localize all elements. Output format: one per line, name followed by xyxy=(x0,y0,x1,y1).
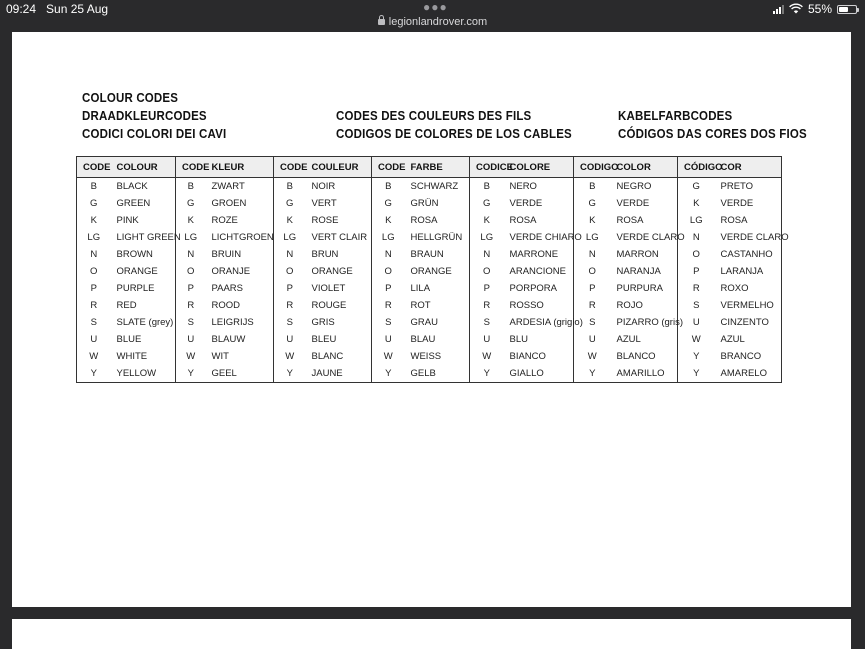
colour-code-cell: G xyxy=(384,198,392,209)
colour-name-cell: PURPLE xyxy=(111,280,176,297)
colour-codes-table xyxy=(76,156,789,383)
colour-code-cell: P xyxy=(483,283,490,294)
colour-code-cell: Y xyxy=(470,365,504,383)
table-row xyxy=(77,297,782,314)
colour-name-cell: ROJO xyxy=(611,297,678,314)
colour-code-cell: B xyxy=(589,181,596,192)
colour-name-cell: VERDE CHIARO xyxy=(504,229,574,246)
colour-code-cell: U xyxy=(77,331,111,348)
colour-name-cell: ROSA xyxy=(611,212,678,229)
colour-name-cell: GIALLO xyxy=(504,365,574,383)
colour-name-cell: GREEN xyxy=(111,195,176,212)
colour-code-cell: O xyxy=(77,263,111,280)
colour-code-cell: Y xyxy=(372,365,405,383)
next-page xyxy=(12,619,851,649)
column-header-colour: KLEUR xyxy=(206,157,274,178)
colour-code-cell: LG xyxy=(283,232,297,243)
colour-code-cell: U xyxy=(483,334,491,345)
colour-code-cell: N xyxy=(77,246,111,263)
colour-code-cell: LG xyxy=(184,232,198,243)
table-row xyxy=(77,195,782,212)
colour-code-cell: LG xyxy=(689,215,703,226)
colour-name-cell: PINK xyxy=(111,212,176,229)
colour-name-cell: LARANJA xyxy=(715,263,782,280)
colour-name-cell: BRAUN xyxy=(405,246,470,263)
colour-name-cell: VERDE CLARO xyxy=(715,229,782,246)
colour-code-cell: K xyxy=(286,215,293,226)
colour-code-cell: R xyxy=(483,300,491,311)
colour-name-cell: GRAU xyxy=(405,314,470,331)
colour-name-cell: BLAU xyxy=(405,331,470,348)
column-header-code: CÓDIGO xyxy=(678,157,715,178)
colour-code-cell: R xyxy=(286,300,294,311)
colour-name-cell: NOIR xyxy=(306,178,372,196)
colour-code-cell: R xyxy=(692,283,700,294)
colour-name-cell: AMARELO xyxy=(715,365,782,383)
status-time: 09:24 xyxy=(6,2,37,16)
colour-code-cell: LG xyxy=(585,232,599,243)
colour-name-cell: ROZE xyxy=(206,212,274,229)
colour-name-cell: MARRONE xyxy=(504,246,574,263)
colour-name-cell: ROT xyxy=(405,297,470,314)
colour-name-cell: BROWN xyxy=(111,246,176,263)
column-header-colour: COLOR xyxy=(611,157,678,178)
signal-icon xyxy=(773,5,784,14)
address-bar[interactable] xyxy=(0,16,865,28)
colour-name-cell: GROEN xyxy=(206,195,274,212)
table-row xyxy=(77,178,782,196)
colour-name-cell: BLU xyxy=(504,331,574,348)
table-row xyxy=(77,365,782,383)
colour-name-cell: ROSA xyxy=(405,212,470,229)
colour-code-cell: G xyxy=(483,198,491,209)
colour-name-cell: BLUE xyxy=(111,331,176,348)
column-header-code: CODE xyxy=(176,157,206,178)
column-header-colour: COLORE xyxy=(504,157,574,178)
colour-name-cell: ORANGE xyxy=(405,263,470,280)
colour-name-cell: JAUNE xyxy=(306,365,372,383)
colour-code-cell: B xyxy=(483,181,490,192)
status-date: Sun 25 Aug xyxy=(46,2,109,16)
colour-code-cell: O xyxy=(384,266,392,277)
colour-name-cell: ROSE xyxy=(306,212,372,229)
colour-name-cell: VERT xyxy=(306,195,372,212)
table-header-row xyxy=(77,157,782,178)
colour-name-cell: ORANJE xyxy=(206,263,274,280)
colour-code-cell: K xyxy=(589,215,596,226)
colour-name-cell: BRUIN xyxy=(206,246,274,263)
colour-code-cell: S xyxy=(693,300,700,311)
colour-name-cell: BRUN xyxy=(306,246,372,263)
colour-name-cell: BLANCO xyxy=(611,348,678,365)
colour-code-cell: S xyxy=(286,317,293,328)
colour-name-cell: NARANJA xyxy=(611,263,678,280)
colour-code-cell: S xyxy=(589,317,596,328)
colour-name-cell: PORPORA xyxy=(504,280,574,297)
heading-kabelfarbcodes: KABELFARBCODES xyxy=(618,109,733,123)
colour-name-cell: VIOLET xyxy=(306,280,372,297)
colour-code-cell: B xyxy=(385,181,392,192)
colour-code-cell: G xyxy=(588,198,596,209)
status-bar xyxy=(0,0,865,32)
colour-name-cell: SLATE (grey) xyxy=(111,314,176,331)
colour-code-cell: G xyxy=(692,181,700,192)
colour-name-cell: SCHWARZ xyxy=(405,178,470,196)
colour-name-cell: BLAUW xyxy=(206,331,274,348)
colour-name-cell: ROUGE xyxy=(306,297,372,314)
column-header-code: CODE xyxy=(372,157,405,178)
colour-code-cell: Y xyxy=(77,365,111,383)
colour-name-cell: CASTANHO xyxy=(715,246,782,263)
colour-code-cell: S xyxy=(483,317,490,328)
colour-code-cell: O xyxy=(692,249,700,260)
wifi-icon xyxy=(789,4,803,14)
colour-name-cell: ARANCIONE xyxy=(504,263,574,280)
table-row xyxy=(77,280,782,297)
colour-code-cell: P xyxy=(385,283,392,294)
colour-code-cell: R xyxy=(77,297,111,314)
colour-code-cell: B xyxy=(77,178,111,196)
status-indicators xyxy=(773,2,857,16)
colour-code-cell: P xyxy=(286,283,293,294)
column-header-colour: COR xyxy=(715,157,782,178)
table-body xyxy=(77,178,789,383)
colour-name-cell: VERDE xyxy=(504,195,574,212)
colour-code-cell: G xyxy=(286,198,294,209)
colour-name-cell: GRÜN xyxy=(405,195,470,212)
colour-code-cell: Y xyxy=(574,365,611,383)
lock-icon xyxy=(378,19,385,25)
colour-name-cell: VERT CLAIR xyxy=(306,229,372,246)
colour-name-cell: WHITE xyxy=(111,348,176,365)
battery-fill xyxy=(839,7,848,12)
colour-name-cell: ROXO xyxy=(715,280,782,297)
colour-name-cell: WEISS xyxy=(405,348,470,365)
colour-name-cell: VERMELHO xyxy=(715,297,782,314)
colour-code-cell: N xyxy=(588,249,596,260)
colour-name-cell: ZWART xyxy=(206,178,274,196)
colour-name-cell: ROSA xyxy=(715,212,782,229)
colour-code-cell: K xyxy=(693,198,700,209)
colour-code-cell: Y xyxy=(176,365,206,383)
colour-code-cell: W xyxy=(691,334,701,345)
colour-code-cell: N xyxy=(187,249,195,260)
colour-name-cell: RED xyxy=(111,297,176,314)
colour-code-cell: W xyxy=(383,351,393,362)
colour-name-cell: LILA xyxy=(405,280,470,297)
colour-code-cell: LG xyxy=(381,232,395,243)
colour-code-cell: S xyxy=(385,317,392,328)
colour-name-cell: LEIGRIJS xyxy=(206,314,274,331)
colour-code-cell: P xyxy=(589,283,596,294)
colour-code-cell: P xyxy=(187,283,194,294)
colour-code-cell: K xyxy=(385,215,392,226)
column-header-colour: FARBE xyxy=(405,157,470,178)
colour-name-cell: VERDE xyxy=(611,195,678,212)
colour-name-cell: ARDESIA (grigio) xyxy=(504,314,574,331)
multitasking-dots-icon[interactable]: ●●● xyxy=(423,0,448,14)
colour-code-cell: U xyxy=(187,334,195,345)
colour-code-cell: Y xyxy=(274,365,306,383)
colour-name-cell: AZUL xyxy=(715,331,782,348)
column-header-colour: COLOUR xyxy=(111,157,176,178)
colour-code-cell: G xyxy=(187,198,195,209)
colour-name-cell: ROSSO xyxy=(504,297,574,314)
colour-code-cell: N xyxy=(286,249,294,260)
colour-name-cell: BLACK xyxy=(111,178,176,196)
colour-code-cell: U xyxy=(286,334,294,345)
colour-code-cell: LG xyxy=(77,229,111,246)
colour-code-cell: O xyxy=(588,266,596,277)
colour-name-cell: MARRON xyxy=(611,246,678,263)
colour-name-cell: PRETO xyxy=(715,178,782,196)
table-row xyxy=(77,212,782,229)
colour-code-cell: P xyxy=(693,266,700,277)
colour-name-cell: BRANCO xyxy=(715,348,782,365)
colour-code-cell: N xyxy=(384,249,392,260)
colour-code-cell: K xyxy=(77,212,111,229)
colour-code-cell: O xyxy=(483,266,491,277)
colour-code-cell: Y xyxy=(678,365,715,383)
colour-name-cell: PAARS xyxy=(206,280,274,297)
colour-name-cell: PURPURA xyxy=(611,280,678,297)
colour-code-cell: LG xyxy=(480,232,494,243)
colour-name-cell: GELB xyxy=(405,365,470,383)
colour-name-cell: ORANGE xyxy=(306,263,372,280)
battery-percent: 55% xyxy=(807,2,832,16)
colour-code-cell: O xyxy=(286,266,294,277)
colour-code-cell: S xyxy=(77,314,111,331)
colour-name-cell: AZUL xyxy=(611,331,678,348)
table-row xyxy=(77,229,782,246)
colour-name-cell: ORANGE xyxy=(111,263,176,280)
colour-code-cell: W xyxy=(77,348,111,365)
colour-name-cell: BIANCO xyxy=(504,348,574,365)
colour-name-cell: ROOD xyxy=(206,297,274,314)
colour-code-cell: Y xyxy=(693,351,700,362)
colour-code-cell: R xyxy=(384,300,392,311)
colour-name-cell: GRIS xyxy=(306,314,372,331)
colour-code-cell: G xyxy=(77,195,111,212)
colour-name-cell: VERDE CLARO xyxy=(611,229,678,246)
table-row xyxy=(77,246,782,263)
colour-name-cell: BLANC xyxy=(306,348,372,365)
colour-name-cell: GEEL xyxy=(206,365,274,383)
column-header-code: CODE xyxy=(274,157,306,178)
table-row xyxy=(77,348,782,365)
colour-code-cell: N xyxy=(692,232,700,243)
battery-icon xyxy=(837,5,857,14)
colour-name-cell: PIZARRO (gris) xyxy=(611,314,678,331)
colour-code-cell: S xyxy=(187,317,194,328)
colour-name-cell: BLEU xyxy=(306,331,372,348)
document-page[interactable] xyxy=(12,32,851,607)
colour-code-cell: W xyxy=(587,351,597,362)
column-header-colour: COULEUR xyxy=(306,157,372,178)
table-row xyxy=(77,263,782,280)
colour-code-cell: R xyxy=(187,300,195,311)
colour-name-cell: NERO xyxy=(504,178,574,196)
colour-code-cell: B xyxy=(286,181,293,192)
colour-name-cell: CINZENTO xyxy=(715,314,782,331)
status-clock xyxy=(6,2,118,16)
colour-name-cell: NEGRO xyxy=(611,178,678,196)
colour-code-cell: N xyxy=(483,249,491,260)
colour-name-cell: HELLGRÜN xyxy=(405,229,470,246)
column-header-code: CODIGO xyxy=(574,157,611,178)
colour-code-cell: K xyxy=(187,215,194,226)
table-row xyxy=(77,331,782,348)
heading-colour-codes: COLOUR CODES xyxy=(82,91,179,105)
colour-name-cell: LIGHT GREEN xyxy=(111,229,176,246)
heading-codici-colori: CODICI COLORI DEI CAVI xyxy=(82,127,227,141)
colour-code-cell: K xyxy=(483,215,490,226)
table-row xyxy=(77,314,782,331)
url-text: legionlandrover.com xyxy=(388,16,488,28)
heading-codigos-cores: CÓDIGOS DAS CORES DOS FIOS xyxy=(618,127,807,141)
colour-name-cell: YELLOW xyxy=(111,365,176,383)
colour-code-cell: W xyxy=(285,351,295,362)
colour-code-cell: U xyxy=(384,334,392,345)
colour-code-cell: O xyxy=(187,266,195,277)
colour-code-cell: R xyxy=(588,300,596,311)
heading-codes-couleurs: CODES DES COULEURS DES FILS xyxy=(336,109,532,123)
column-header-code: CODE xyxy=(77,157,111,178)
colour-name-cell: AMARILLO xyxy=(611,365,678,383)
colour-name-cell: WIT xyxy=(206,348,274,365)
heading-draadkleurcodes: DRAADKLEURCODES xyxy=(82,109,207,123)
colour-code-cell: U xyxy=(692,317,700,328)
colour-code-cell: B xyxy=(187,181,194,192)
colour-code-cell: P xyxy=(77,280,111,297)
colour-code-cell: U xyxy=(588,334,596,345)
colour-code-cell: W xyxy=(482,351,492,362)
heading-codigos-colores: CODIGOS DE COLORES DE LOS CABLES xyxy=(336,127,572,141)
colour-code-cell: W xyxy=(186,351,196,362)
colour-name-cell: LICHTGROEN xyxy=(206,229,274,246)
colour-name-cell: VERDE xyxy=(715,195,782,212)
colour-name-cell: ROSA xyxy=(504,212,574,229)
column-header-code: CODICE xyxy=(470,157,504,178)
